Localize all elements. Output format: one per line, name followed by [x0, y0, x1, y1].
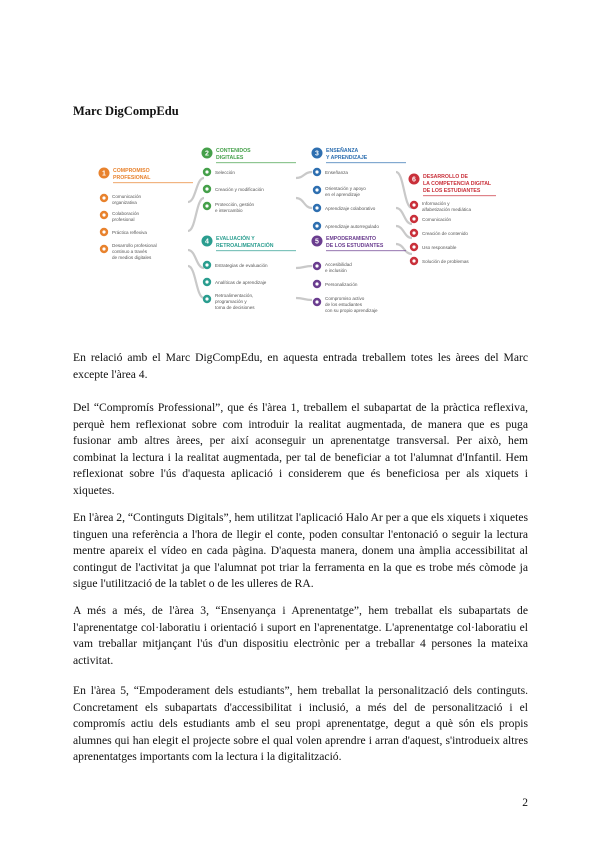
area-title: DESARROLLO DE	[423, 174, 468, 180]
area-number: 1	[102, 170, 106, 178]
item-bullet-dot	[412, 259, 415, 262]
item-bullet-dot	[205, 204, 208, 207]
area-item-label: Práctica reflexiva	[112, 230, 147, 235]
item-bullet-dot	[205, 297, 208, 300]
item-bullet-dot	[315, 188, 318, 191]
connector-line	[296, 172, 312, 178]
item-bullet-dot	[102, 247, 105, 250]
area-title: LA COMPETENCIA DIGITAL	[423, 181, 492, 187]
area-item-label: Uso responsable	[422, 245, 457, 250]
area-item-label: Estrategias de evaluación	[215, 263, 268, 268]
area-title: PROFESIONAL	[113, 175, 151, 181]
area-6	[409, 174, 497, 266]
connector-line	[188, 266, 204, 298]
page-number: 2	[522, 797, 528, 809]
area-item-label: Protección, gestión	[215, 202, 255, 207]
paragraph-area-1: Del “Compromís Professional”, que és l'àrea 1, treballem el subapartat de la pràctica reflexiva, perquè hem reflexionat sobre com introduir la realitat augmentada, de manera que es puga fusionar amb altres àrees, per així aconseguir un aprenentatge transversal. Per això, hem combinat la lectura i la realitat augmentada, per tal de beneficiar a tot l'alumnat d'Infantil. Hem reflexionat sobre l'ús d'aquesta aplicació i considerem que és beneficiosa per als xiquets i xiquetes.	[73, 401, 528, 497]
item-bullet-dot	[102, 196, 105, 199]
area-item-label: Creación de contenido	[422, 231, 468, 236]
item-bullet-dot	[315, 206, 318, 209]
area-title: EMPODERAMIENTO	[326, 236, 377, 242]
connector-line	[188, 250, 204, 268]
paragraph-intro: En relació amb el Marc DigCompEdu, en aquesta entrada treballem totes les àrees del Marc excepte l'àrea 4.	[73, 351, 528, 381]
digcompedu-diagram	[96, 138, 496, 318]
area-title: DE LOS ESTUDIANTES	[326, 243, 384, 249]
item-bullet-dot	[205, 187, 208, 190]
area-title-rule	[216, 250, 296, 251]
area-item-label: Comunicación	[112, 194, 142, 199]
area-item-label: alfabetización mediática	[422, 207, 472, 212]
connector-line	[188, 198, 204, 231]
area-item-label: Selección	[215, 170, 235, 175]
area-item-label: Accesibilidad	[325, 262, 352, 267]
area-title-rule	[113, 182, 193, 183]
page-title: Marc DigCompEdu	[73, 104, 179, 118]
area-item-label: Creación y modificación	[215, 187, 264, 192]
area-item-label: Desarrollo profesional	[112, 243, 157, 248]
area-3	[312, 147, 407, 230]
item-bullet-dot	[412, 217, 415, 220]
area-item-label: de los estudiantes	[325, 302, 363, 307]
area-title: DIGITALES	[216, 155, 244, 161]
connector-line	[396, 244, 412, 254]
connector-line	[296, 298, 312, 300]
area-item-label: Compromiso activo	[325, 296, 365, 301]
area-item-label: profesional	[112, 217, 135, 222]
area-title: CONTENIDOS	[216, 148, 251, 154]
connector-line	[296, 266, 312, 268]
item-bullet-dot	[102, 213, 105, 216]
item-bullet-dot	[315, 264, 318, 267]
area-title: DE LOS ESTUDIANTES	[423, 188, 481, 194]
connector-line	[396, 208, 412, 224]
item-bullet-dot	[412, 203, 415, 206]
item-bullet-dot	[102, 230, 105, 233]
item-bullet-dot	[205, 263, 208, 266]
area-item-label: Comunicación	[422, 217, 452, 222]
area-item-label: Analíticas de aprendizaje	[215, 280, 267, 285]
item-bullet-dot	[315, 224, 318, 227]
connector-line	[396, 226, 412, 238]
diagram-areas	[99, 147, 497, 313]
area-number: 5	[315, 238, 319, 246]
area-item-label: Orientación y apoyo	[325, 186, 366, 191]
item-bullet-dot	[315, 300, 318, 303]
paragraph-area-2: En l'àrea 2, “Continguts Digitals”, hem utilitzat l'aplicació Halo Ar per a que els xiquets i xiquetes tinguen una referència a l'hora de llegir el conte, poden consultar l'entonació o seguir la lectura mentre apareix el vídeo en cada pàgina. D'aquesta manera, donem una àmplia accessibilitat al contingut de l'activitat ja que l'alumnat pot triar la ferramenta en la que es trobe més còmode ja sigue l'utilització de la tablet o de les ulleres de RA.	[73, 511, 528, 591]
item-bullet-dot	[315, 170, 318, 173]
area-item-label: Aprendizaje colaborativo	[325, 206, 376, 211]
area-4	[202, 234, 297, 310]
item-bullet-dot	[205, 280, 208, 283]
area-title: ENSEÑANZA	[326, 148, 359, 154]
area-item-label: en el aprendizaje	[325, 192, 360, 197]
area-item-label: organizativa	[112, 200, 137, 205]
item-bullet-dot	[315, 282, 318, 285]
area-item-label: Información y	[422, 201, 450, 206]
area-number: 4	[205, 238, 209, 246]
area-title-rule	[216, 162, 296, 163]
area-5	[312, 236, 407, 314]
area-item-label: continuo a través	[112, 249, 147, 254]
area-item-label: programación y	[215, 299, 247, 304]
area-item-label: Colaboración	[112, 211, 140, 216]
area-item-label: con su propio aprendizaje	[325, 308, 378, 313]
area-title: EVALUACIÓN Y	[216, 236, 255, 242]
area-item-label: Aprendizaje autorregulado	[325, 224, 379, 229]
area-item-label: Enseñanza	[325, 170, 348, 175]
area-number: 3	[315, 150, 319, 158]
area-title-rule	[326, 250, 406, 251]
area-title: RETROALIMENTACIÓN	[216, 243, 274, 249]
area-item-label: Retroalimentación,	[215, 293, 254, 298]
paragraph-area-3: A més a més, de l'àrea 3, “Ensenyança i Aprenentatge”, hem treballat els subapartats de l'aprenentatge col·laboratiu i orientació i suport en l'aprenentatge. L'aprenentatge col·laboratiu el vam treballar mitjançant l'ús d'un dispositiu electrònic per a treballar 4 persones la mateixa activitat.	[73, 604, 528, 667]
area-title: Y APRENDIZAJE	[326, 155, 368, 161]
area-title-rule	[326, 162, 406, 163]
paragraph-area-5: En l'àrea 5, “Empoderament dels estudiants”, hem treballat la personalització dels continguts. Concretament els subapartats d'accessibilitat i inclusió, a més del de personalització i el compromís actiu dels estudiants amb el seu propi aprenentatge, degut a què són els propis alumnes qui han elegit el projecte sobre el qual volen aprendre i arran d'aquest, s'introdueix altres aprenentatges importants com la lectura i la digitalització.	[73, 684, 528, 764]
area-1	[99, 168, 194, 261]
item-bullet-dot	[205, 170, 208, 173]
area-item-label: de medios digitales	[112, 255, 152, 260]
area-title: COMPROMISO	[113, 168, 150, 174]
item-bullet-dot	[412, 245, 415, 248]
connector-line	[296, 198, 312, 208]
item-bullet-dot	[412, 231, 415, 234]
area-title-rule	[423, 195, 496, 196]
area-item-label: Solución de problemas	[422, 259, 469, 264]
area-item-label: e intercambio	[215, 208, 243, 213]
area-number: 2	[205, 150, 209, 158]
area-2	[202, 148, 297, 214]
area-item-label: e inclusión	[325, 268, 347, 273]
area-item-label: toma de decisiones	[215, 305, 255, 310]
area-number: 6	[412, 176, 416, 184]
area-item-label: Personalización	[325, 282, 358, 287]
